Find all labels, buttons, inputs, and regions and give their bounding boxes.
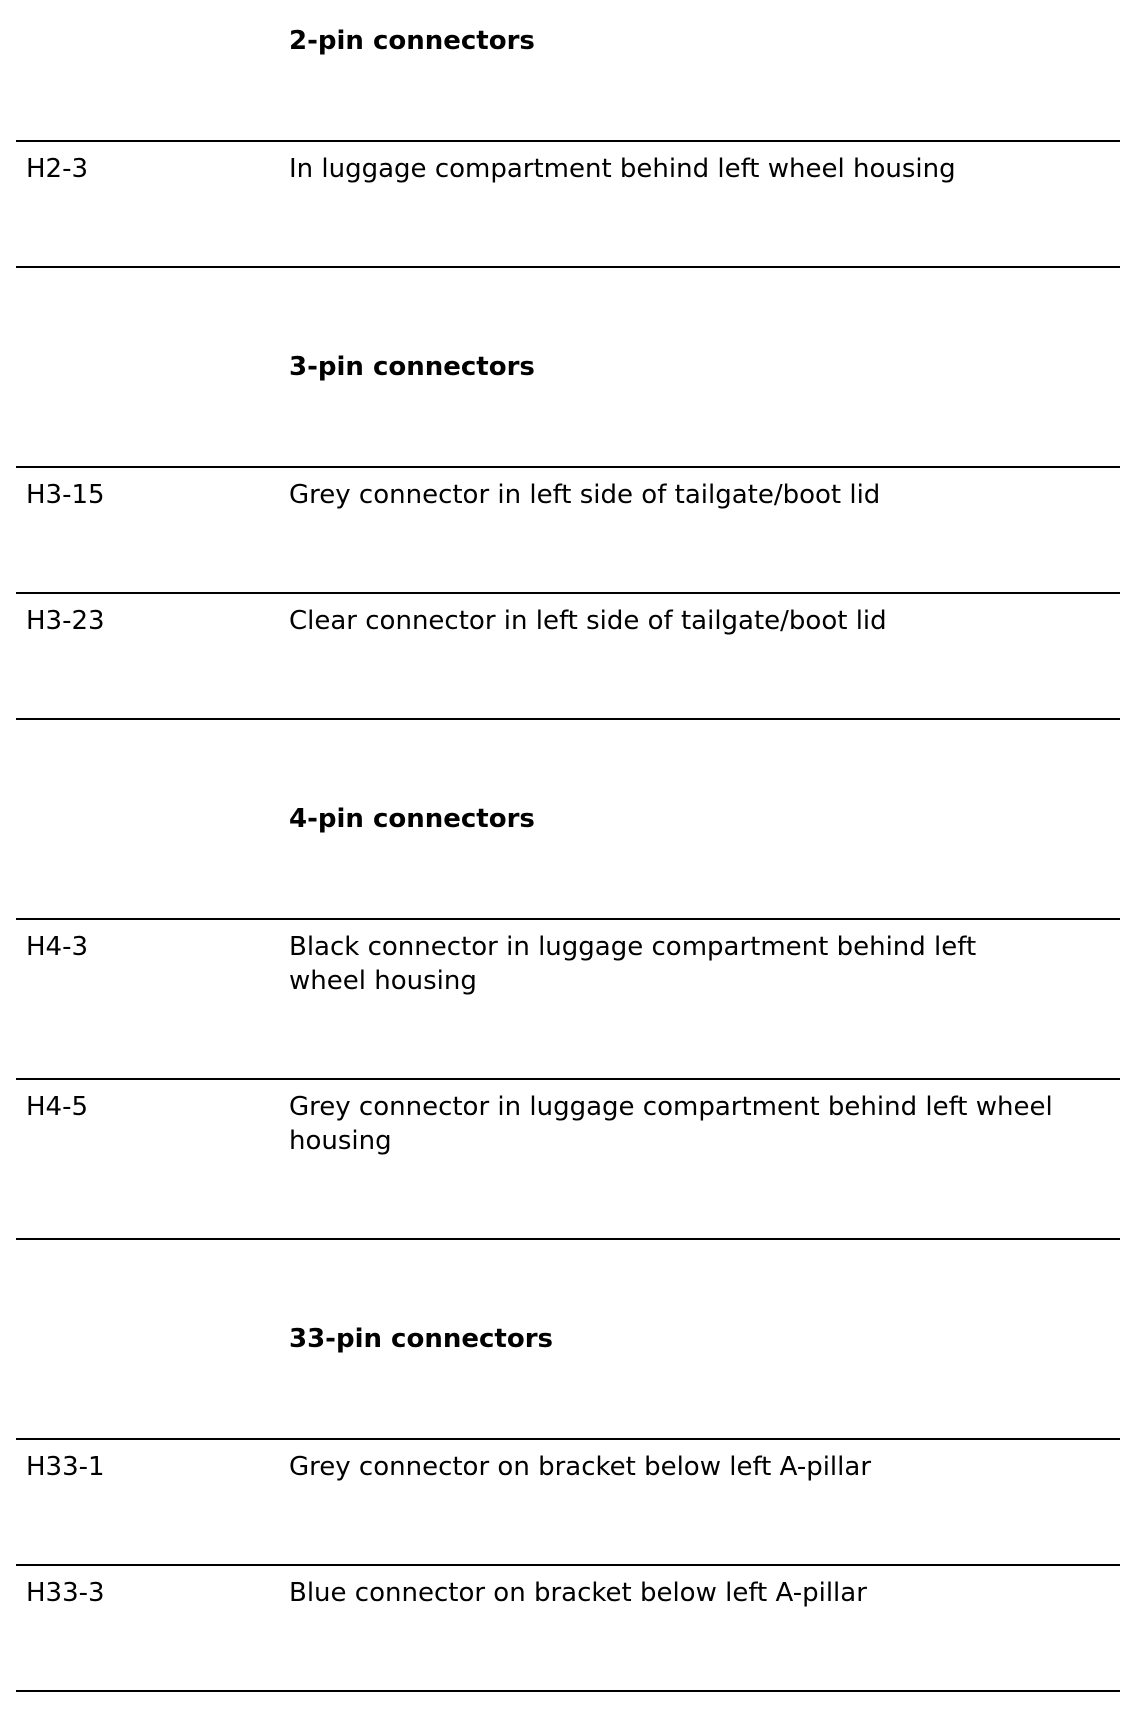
connector-code: H3-23 — [26, 606, 105, 636]
connector-location: Grey connector on bracket below left A-pillar — [289, 1452, 872, 1482]
connector-code: H4-3 — [26, 932, 89, 962]
section-heading-33-pin: 33-pin connectors — [289, 1324, 553, 1354]
section-heading-2-pin: 2-pin connectors — [289, 26, 535, 56]
connector-code: H33-1 — [26, 1452, 105, 1482]
table-divider — [16, 1690, 1120, 1692]
connector-location: Clear connector in left side of tailgate/boot lid — [289, 606, 887, 636]
connector-code: H2-3 — [26, 154, 89, 184]
table-divider — [16, 1238, 1120, 1240]
connector-location: In luggage compartment behind left wheel housing — [289, 154, 956, 184]
table-divider — [16, 266, 1120, 268]
table-divider — [16, 718, 1120, 720]
connector-location: Black connector in luggage compartment behind left wheel housing — [289, 932, 977, 996]
table-divider — [16, 592, 1120, 594]
connector-location: Blue connector on bracket below left A-pillar — [289, 1578, 867, 1608]
connector-location: Grey connector in luggage compartment behind left wheel housing — [289, 1092, 1053, 1156]
connector-code: H3-15 — [26, 480, 105, 510]
table-divider — [16, 466, 1120, 468]
table-divider — [16, 918, 1120, 920]
connector-location: Grey connector in left side of tailgate/boot lid — [289, 480, 881, 510]
connector-code: H33-3 — [26, 1578, 105, 1608]
section-heading-4-pin: 4-pin connectors — [289, 804, 535, 834]
table-divider — [16, 1078, 1120, 1080]
table-divider — [16, 1438, 1120, 1440]
section-heading-3-pin: 3-pin connectors — [289, 352, 535, 382]
table-divider — [16, 140, 1120, 142]
table-divider — [16, 1564, 1120, 1566]
connector-code: H4-5 — [26, 1092, 89, 1122]
